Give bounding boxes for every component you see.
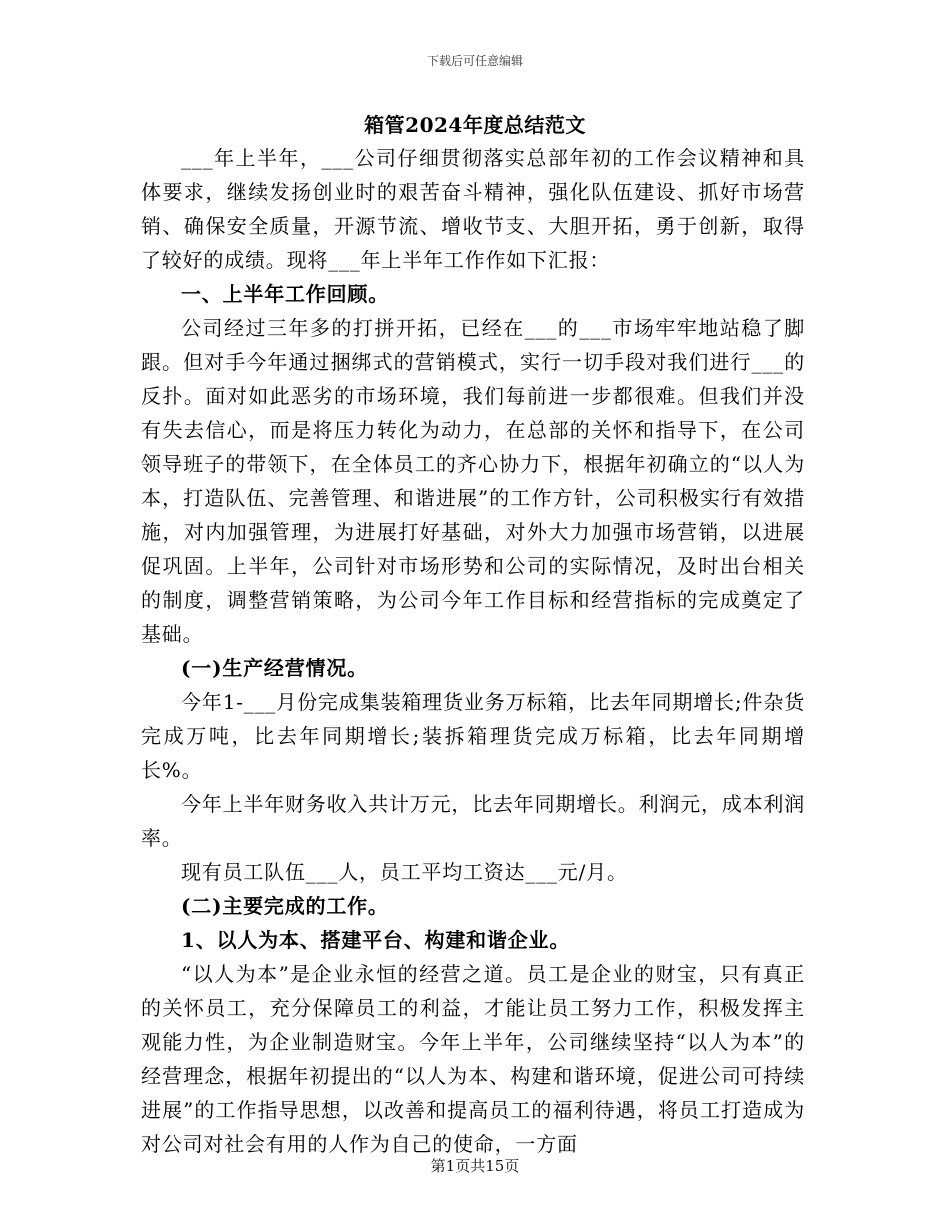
staff-paragraph: 现有员工队伍___人，员工平均工资达___元/月。 <box>181 860 628 884</box>
page-header-note: 下载后可任意编辑 <box>426 54 523 68</box>
subsection-heading-operations: (一)生产经营情况。 <box>181 656 368 680</box>
document-body <box>141 141 805 1161</box>
finance-paragraph: 今年上半年财务收入共计万元，比去年同期增长。利润元，成本利润率。 <box>141 792 805 850</box>
subsection-heading-work: (二)主要完成的工作。 <box>181 894 389 918</box>
people-paragraph: “以人为本”是企业永恒的经营之道。员工是企业的财宝，只有真正的关怀员工，充分保障员工的利益，才能让员工努力工作，积极发挥主观能力性，为企业制造财宝。今年上半年，公司继续坚持“以人为本”的经营理念，根据年初提出的“以人为本、构建和谐环境，促进公司可持续进展”的工作指导思想，以改善和提高员工的福利待遇，将员工打造成为对公司对社会有用的人作为自己的使命，一方面 <box>141 962 805 1156</box>
page-number: 第1页共15页 <box>430 1157 520 1175</box>
document-title: 箱管2024年度总结范文 <box>364 113 586 137</box>
operations-paragraph: 今年1-___月份完成集装箱理货业务万标箱，比去年同期增长;件杂货完成万吨，比去年同期增长;装拆箱理货完成万标箱，比去年同期增长%。 <box>141 690 805 782</box>
review-paragraph: 公司经过三年多的打拼开拓，已经在___的___市场牢牢地站稳了脚跟。但对手今年通过捆绑式的营销模式，实行一切手段对我们进行___的反扑。面对如此恶劣的市场环境，我们每前进一步都很难。但我们并没有失去信心，而是将压力转化为动力，在总部的关怀和指导下，在公司领导班子的带领下，在全体员工的齐心协力下，根据年初确立的“以人为本，打造队伍、完善管理、和谐进展”的工作方针，公司积极实行有效措施，对内加强管理，为进展打好基础，对外大力加强市场营销，以进展促巩固。上半年，公司针对市场形势和公司的实际情况，及时出台相关的制度，调整营销策略，为公司今年工作目标和经营指标的完成奠定了基础。 <box>141 316 805 646</box>
item-heading-people: 1、以人为本、搭建平台、构建和谐企业。 <box>181 928 571 952</box>
intro-paragraph: ___年上半年，___公司仔细贯彻落实总部年初的工作会议精神和具体要求，继续发扬创业时的艰苦奋斗精神，强化队伍建设、抓好市场营销、确保安全质量，开源节流、增收节支、大胆开拓，勇于创新，取得了较好的成绩。现将___年上半年工作作如下汇报： <box>141 146 805 272</box>
section-heading-review: 一、上半年工作回顾。 <box>181 282 389 306</box>
